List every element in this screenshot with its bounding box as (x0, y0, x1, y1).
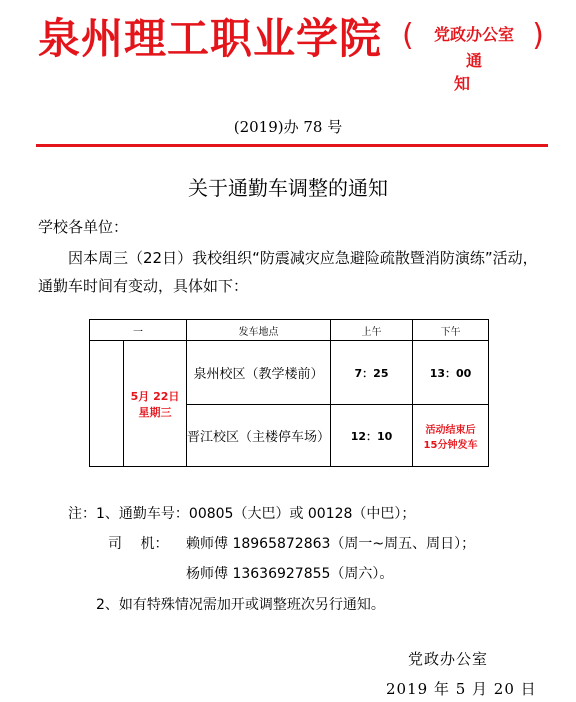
body-paragraph-2: 通勤车时间有变动，具体如下： (38, 277, 249, 295)
note-driver-1: 赖师傅 18965872863（周一~周五、周日）； (186, 536, 476, 552)
schedule-table (89, 319, 489, 467)
table-blank-cell (89, 340, 124, 467)
table-header-cell: 一 (89, 319, 187, 341)
salutation: 学校各单位： (38, 218, 129, 236)
table-header-cell: 发车地点 (186, 319, 331, 341)
table-row-afternoon: 13：00 (412, 340, 489, 405)
right-paren: ) (532, 18, 544, 53)
table-date-cell (123, 340, 187, 467)
notice-label: 通知 (453, 51, 506, 93)
document-title: 关于通勤车调整的通知 (188, 176, 388, 200)
afternoon-note-line1: 活动结束后 (425, 424, 476, 436)
note-special: 2、如有特殊情况需加开或调整班次另行通知。 (96, 597, 385, 613)
org-name-heading: 泉州理工职业学院 (38, 14, 383, 63)
left-paren: ( (402, 18, 414, 53)
table-row-location: 泉州校区（教学楼前） (186, 340, 331, 405)
table-row-location: 晋江校区（主楼停车场） (186, 404, 331, 467)
office-name: 党政办公室 (433, 25, 514, 44)
body-paragraph-1: 因本周三（22日）我校组织“防震减灾应急避险疏散暨消防演练”活动， (68, 249, 538, 267)
signature-date: 2019 年 5 月 20 日 (386, 680, 537, 698)
table-row-morning: 7：25 (330, 340, 413, 405)
note-driver-label: 司 机： (108, 536, 169, 552)
red-divider (36, 144, 548, 147)
note-driver-2: 杨师傅 13636927855（周六）。 (186, 566, 394, 582)
table-header-cell: 下午 (412, 319, 489, 341)
table-header-cell: 上午 (330, 319, 413, 341)
weekday-text: 星期三 (138, 405, 172, 419)
table-row-morning: 12：10 (330, 404, 413, 467)
office-label (400, 14, 550, 93)
signature-office: 党政办公室 (408, 650, 489, 668)
date-text: 5月 22日 (130, 389, 180, 403)
afternoon-note-line2: 15分钟发车 (423, 439, 478, 451)
document-number: (2019)办 78 号 (233, 118, 343, 136)
table-row-afternoon (412, 404, 489, 467)
note-bus-number: 注：1、通勤车号：00805（大巴）或 00128（中巴）； (68, 506, 416, 522)
